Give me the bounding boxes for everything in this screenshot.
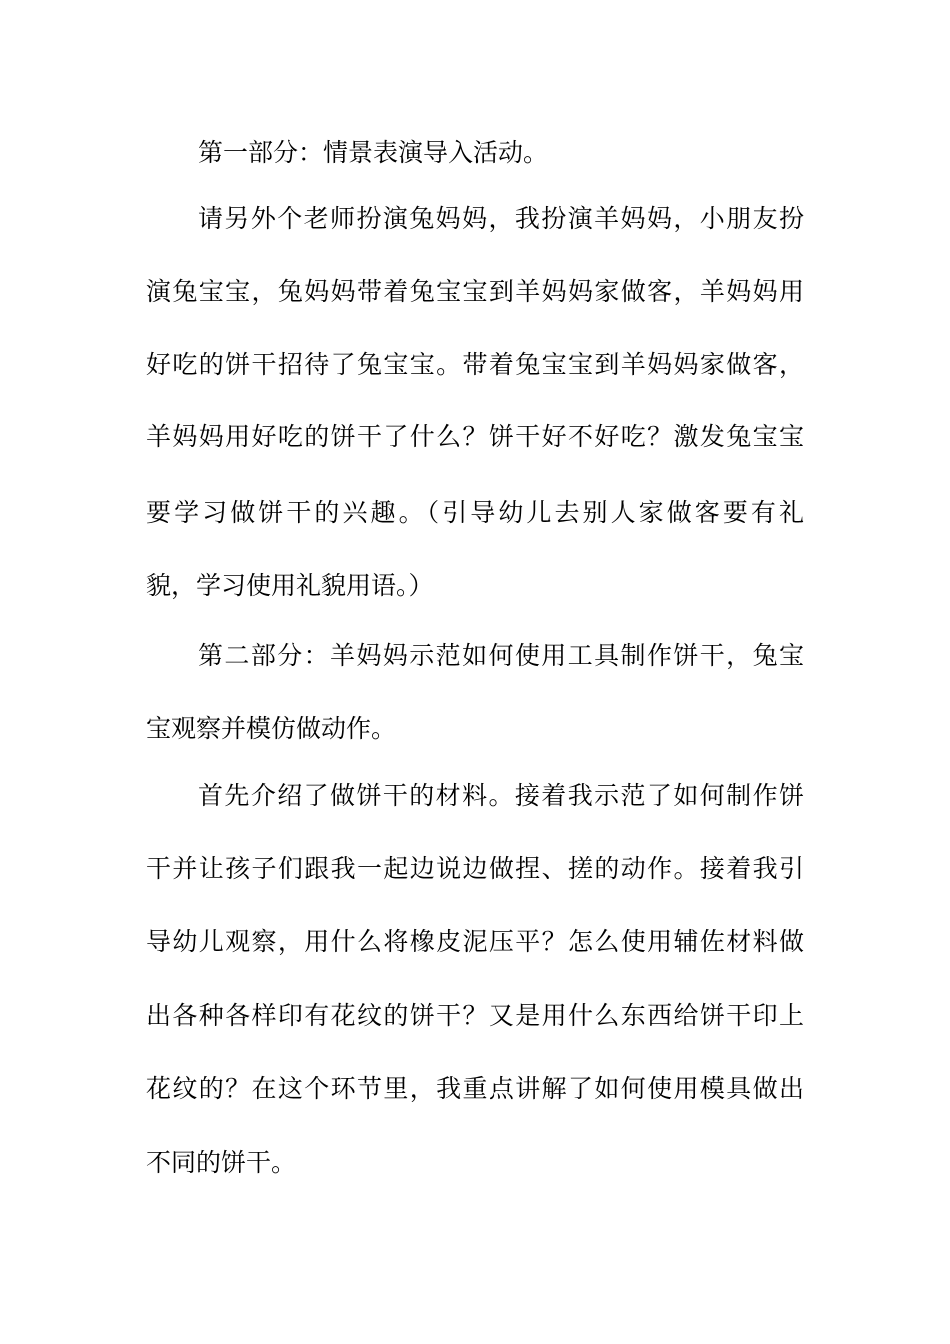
body-text-line: 首先介绍了做饼干的材料。接着我示范了如何制作饼	[198, 781, 804, 810]
body-text-line: 好吃的饼干招待了兔宝宝。带着兔宝宝到羊妈妈家做客，	[146, 350, 804, 379]
body-text-line: 请另外个老师扮演兔妈妈，我扮演羊妈妈，小朋友扮	[198, 204, 804, 233]
body-text-line: 出各种各样印有花纹的饼干？又是用什么东西给饼干印上	[146, 1001, 804, 1030]
body-text-line: 宝观察并模仿做动作。	[146, 714, 397, 743]
body-text-line: 要学习做饼干的兴趣。（引导幼儿去别人家做客要有礼	[146, 498, 804, 527]
body-text-line: 羊妈妈用好吃的饼干了什么？饼干好不好吃？激发兔宝宝	[146, 422, 804, 451]
heading-part-one: 第一部分：情景表演导入活动。	[198, 138, 549, 167]
body-text-line: 花纹的？在这个环节里，我重点讲解了如何使用模具做出	[146, 1074, 804, 1103]
body-text-line: 导幼儿观察，用什么将橡皮泥压平？怎么使用辅佐材料做	[146, 927, 804, 956]
body-text-line: 干并让孩子们跟我一起边说边做捏、搓的动作。接着我引	[146, 854, 804, 883]
body-text-line: 演兔宝宝，兔妈妈带着兔宝宝到羊妈妈家做客，羊妈妈用	[146, 277, 804, 306]
body-text-line: 不同的饼干。	[146, 1148, 297, 1177]
heading-part-two: 第二部分：羊妈妈示范如何使用工具制作饼干，兔宝	[198, 641, 804, 670]
body-text-line: 貌，学习使用礼貌用语。）	[146, 571, 434, 600]
